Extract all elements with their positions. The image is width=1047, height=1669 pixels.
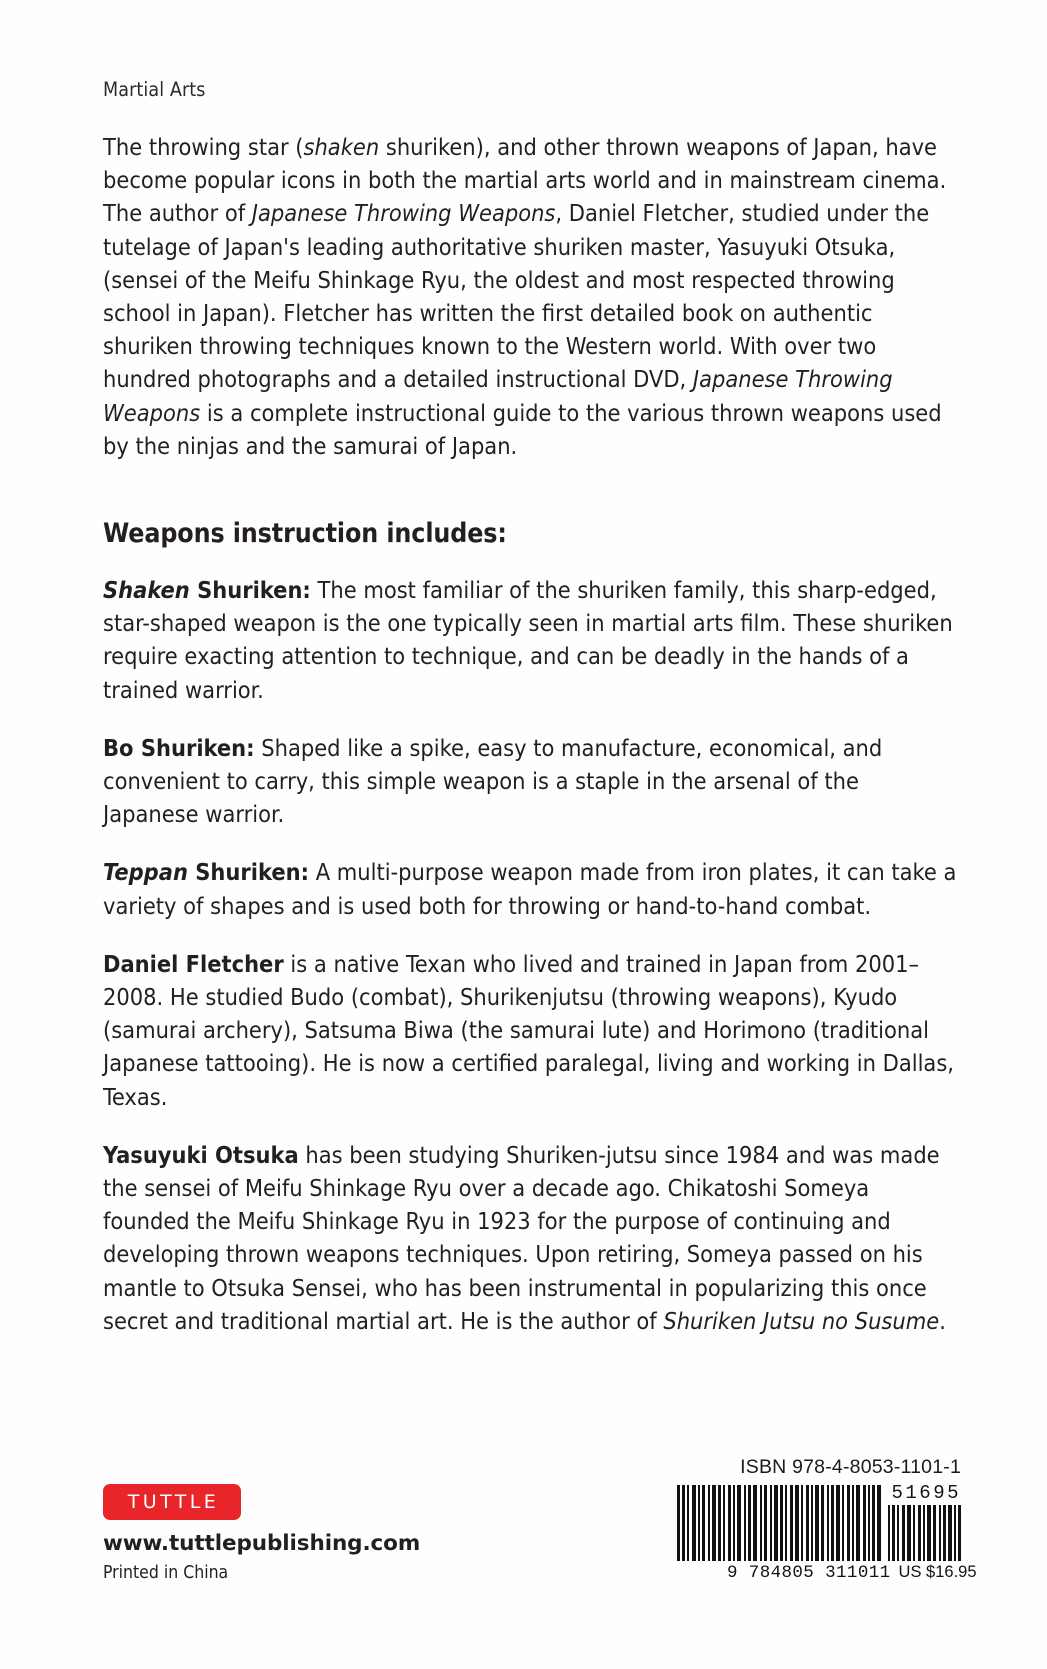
cover-content xyxy=(103,0,959,1338)
printed-in-label: Printed in China xyxy=(103,1563,229,1583)
bio-body-yasuyuki-otsuka: has been studying Shuriken-jutsu since 1984 and was made the sensei of Meifu Shinkage Ryu over a decade ago. Chikatoshi Someya founded the Meifu Shinkage Ryu in 1923 for the purpose of continuing and developing thrown weapons techniques. Upon retiring, Someya passed on his mantle to Otsuka Sensei, who has been instrumental in popularizing this once secret and traditional martial art. He is the author of xyxy=(103,1140,940,1335)
tuttle-logo-text: TUTTLE xyxy=(127,1491,220,1513)
barcode-row xyxy=(727,1483,961,1561)
publisher-block xyxy=(103,1484,533,1583)
weapon-lead-italic-shaken: Shaken xyxy=(103,576,190,605)
weapon-entry-shaken xyxy=(103,574,959,707)
ean5-addon-digits: 51695 xyxy=(891,1482,961,1504)
weapons-instruction-heading: Weapons instruction includes: xyxy=(103,518,507,550)
cover-footer xyxy=(0,1339,1047,1669)
ean13-barcode xyxy=(677,1485,881,1561)
price-label: US $16.95 xyxy=(898,1563,977,1581)
bio-daniel-fletcher xyxy=(103,948,959,1114)
weapon-body-bo: Shaped like a spike, easy to manufacture, economical, and convenient to carry, this simple weapon is a staple in the arsenal of the Japanese warrior. xyxy=(103,733,883,829)
intro-part3: , Daniel Fletcher, studied under the tutelage of Japan's leading authoritative shuriken master, Yasuyuki Otsuka, (sensei of the Meifu Shinkage Ryu, the oldest and most respected throwing school in Japan). Fletcher has written the first detailed book on authentic shuriken throwing techniques known to the Western world. With over two hundred photographs and a detailed instructional DVD, xyxy=(103,199,930,394)
publisher-website[interactable]: www.tuttlepublishing.com xyxy=(103,1531,421,1556)
bio-name-yasuyuki-otsuka: Yasuyuki Otsuka xyxy=(103,1140,299,1169)
weapon-lead-bold-teppan: Shuriken: xyxy=(187,858,310,887)
ean5-addon-bars xyxy=(888,1505,961,1561)
weapon-lead-italic-teppan: Teppan xyxy=(103,858,188,887)
isbn-label: ISBN 978-4-8053-1101-1 xyxy=(740,1456,961,1478)
bio-body-daniel-fletcher: is a native Texan who lived and trained in Japan from 2001–2008. He studied Budo (combat), Shurikenjutsu (throwing weapons), Kyudo (samurai archery), Satsuma Biwa (the samurai lute) and Horimono (traditional Japanese tattooing). He is now a certified paralegal, living and working in Dallas, Texas. xyxy=(103,949,954,1111)
weapon-lead-bold-bo: Bo Shuriken: xyxy=(103,733,255,762)
bio-book-title-italic: Shuriken Jutsu no Susume xyxy=(663,1306,940,1335)
bio-body-end: . xyxy=(939,1306,946,1335)
weapon-body-teppan: A multi-purpose weapon made from iron plates, it can take a variety of shapes and is used both for throwing or hand-to-hand combat. xyxy=(103,858,957,920)
weapon-body-shaken: The most familiar of the shuriken family, this sharp-edged, star-shaped weapon is the one typically seen in martial arts film. These shuriken require exacting attention to technique, and can be deadly in the hands of a trained warrior. xyxy=(103,576,953,704)
ean5-addon-barcode xyxy=(888,1483,961,1561)
ean13-bars xyxy=(677,1485,881,1561)
weapon-lead-bold-shaken: Shuriken: xyxy=(189,576,311,605)
tuttle-logo xyxy=(103,1484,241,1520)
ean13-digits: 9 784805 311011 xyxy=(727,1563,891,1583)
bio-yasuyuki-otsuka xyxy=(103,1139,959,1338)
intro-part2: shuriken), and other thrown weapons of Japan, have become popular icons in both the martial arts world and in mainstream cinema. The author of xyxy=(103,133,947,228)
intro-part1: The throwing star ( xyxy=(103,133,304,161)
barcode-block xyxy=(727,1456,977,1583)
weapon-entry-bo xyxy=(103,732,959,832)
intro-italic-title-1: Japanese Throwing Weapons xyxy=(251,199,556,228)
bio-name-daniel-fletcher: Daniel Fletcher xyxy=(103,949,284,978)
intro-paragraph xyxy=(103,131,959,463)
barcode-caption xyxy=(727,1563,977,1583)
category-label: Martial Arts xyxy=(103,78,206,101)
intro-italic-title-2: Japanese Throwing Weapons xyxy=(103,365,893,427)
weapon-entry-teppan xyxy=(103,856,959,922)
intro-part4: is a complete instructional guide to the various thrown weapons used by the ninjas and the samurai of Japan. xyxy=(103,398,942,460)
intro-italic-shaken: shaken xyxy=(303,133,380,161)
